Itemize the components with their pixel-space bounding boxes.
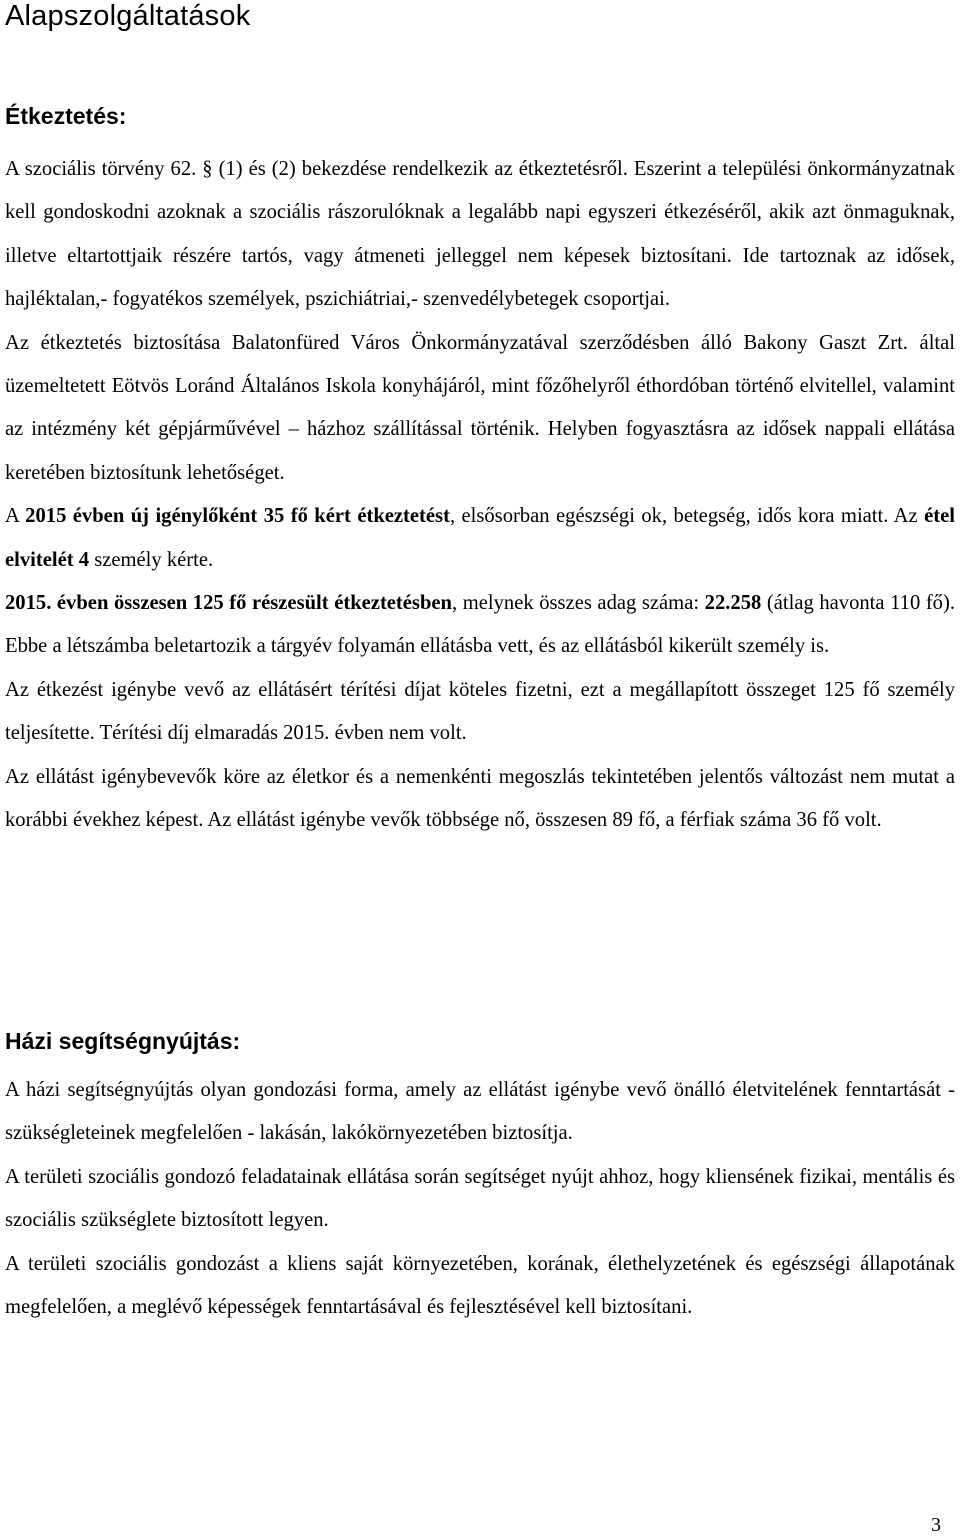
paragraph — [5, 1156, 955, 1243]
text-run: (átlag havonta 110 fő). Ebbe a létszámba beletartozik a tárgyév folyamán ellátásba vett, és az ellátásból kikerült személy is. — [5, 592, 955, 658]
page-title: Alapszolgáltatások — [5, 0, 251, 32]
paragraph — [5, 1243, 955, 1330]
page-number: 3 — [931, 1514, 941, 1536]
text-run: személy kérte. — [89, 548, 214, 571]
paragraph — [5, 495, 955, 582]
section-heading-etkeztetes: Étkeztetés: — [5, 103, 127, 129]
section-heading-hazi-segitsegnyujtas: Házi segítségnyújtás: — [5, 1028, 241, 1054]
text-run: A területi szociális gondozó feladatainak ellátása során segítséget nyújt ahhoz, hogy kliensének fizikai, mentális és szociális szükséglete biztosított legyen. — [5, 1165, 955, 1232]
bold-text-run: 2015. évben összesen 125 fő részesült étkeztetésben — [5, 592, 452, 615]
bold-text-run: 2015 évben új igénylőként 35 fő kért étkeztetést — [25, 505, 450, 528]
section-body-hazi-segitsegnyujtas — [5, 1069, 955, 1329]
text-run: A területi szociális gondozást a kliens saját környezetében, korának, élethelyzetének és egészségi állapotának megfelelően, a meglévő képességek fenntartásával és fejlesztésével kell biztosítani. — [5, 1252, 955, 1319]
paragraph — [5, 582, 955, 669]
text-run: Az étkeztetés biztosítása Balatonfüred Város Önkormányzatával szerződésben álló Bakony Gaszt Zrt. által üzemeltetett Eötvös Loránd Általános Iskola konyhájáról, mint főzőhelyről éthordóban történő elvitellel, valamint az intézmény két gépjárművével – házhoz szállítással történik. Helyben fogyasztásra az idősek nappali ellátása keretében biztosítunk lehetőséget. — [5, 331, 955, 484]
bold-text-run: 22.258 — [704, 592, 762, 615]
paragraph — [5, 1069, 955, 1156]
paragraph — [5, 148, 955, 322]
bold-text-run: étel elvitelét 4 — [5, 505, 956, 571]
paragraph — [5, 669, 955, 756]
section-body-etkeztetes — [5, 148, 955, 843]
text-run: Az étkezést igénybe vevő az ellátásért térítési díjat köteles fizetni, ezt a megállapított összeget 125 fő személy teljesítette. Térítési díj elmaradás 2015. évben nem volt. — [5, 678, 955, 745]
text-run: Az ellátást igénybevevők köre az életkor és a nemenkénti megoszlás tekintetében jelentős változást nem mutat a korábbi évekhez képest. Az ellátást igénybe vevők többsége nő, összesen 89 fő, a férfiak száma 36 fő volt. — [5, 765, 955, 832]
text-run: , elsősorban egészségi ok, betegség, idős kora miatt. Az — [449, 505, 925, 528]
text-run: A — [5, 505, 26, 528]
text-run: A házi segítségnyújtás olyan gondozási forma, amely az ellátást igénybe vevő önálló életvitelének fenntartását - szükségleteinek megfelelően - lakásán, lakókörnyezetében biztosítja. — [5, 1079, 955, 1145]
text-run: , melynek összes adag száma: — [452, 592, 705, 615]
paragraph — [5, 322, 955, 496]
text-run: A szociális törvény 62. § (1) és (2) bekezdése rendelkezik az étkeztetésről. Eszerint a települési önkormányzatnak kell gondoskodni azoknak a szociális rászorulóknak a legalább napi egyszeri étkezéséről, akik azt önmaguknak, illetve eltartottjaik részére tartós, vagy átmeneti jelleggel nem képesek biztosítani. Ide tartoznak az idősek, hajléktalan,- fogyatékos személyek, pszichiátriai,- szenvedélybetegek csoportjai. — [5, 158, 955, 311]
paragraph — [5, 756, 955, 843]
